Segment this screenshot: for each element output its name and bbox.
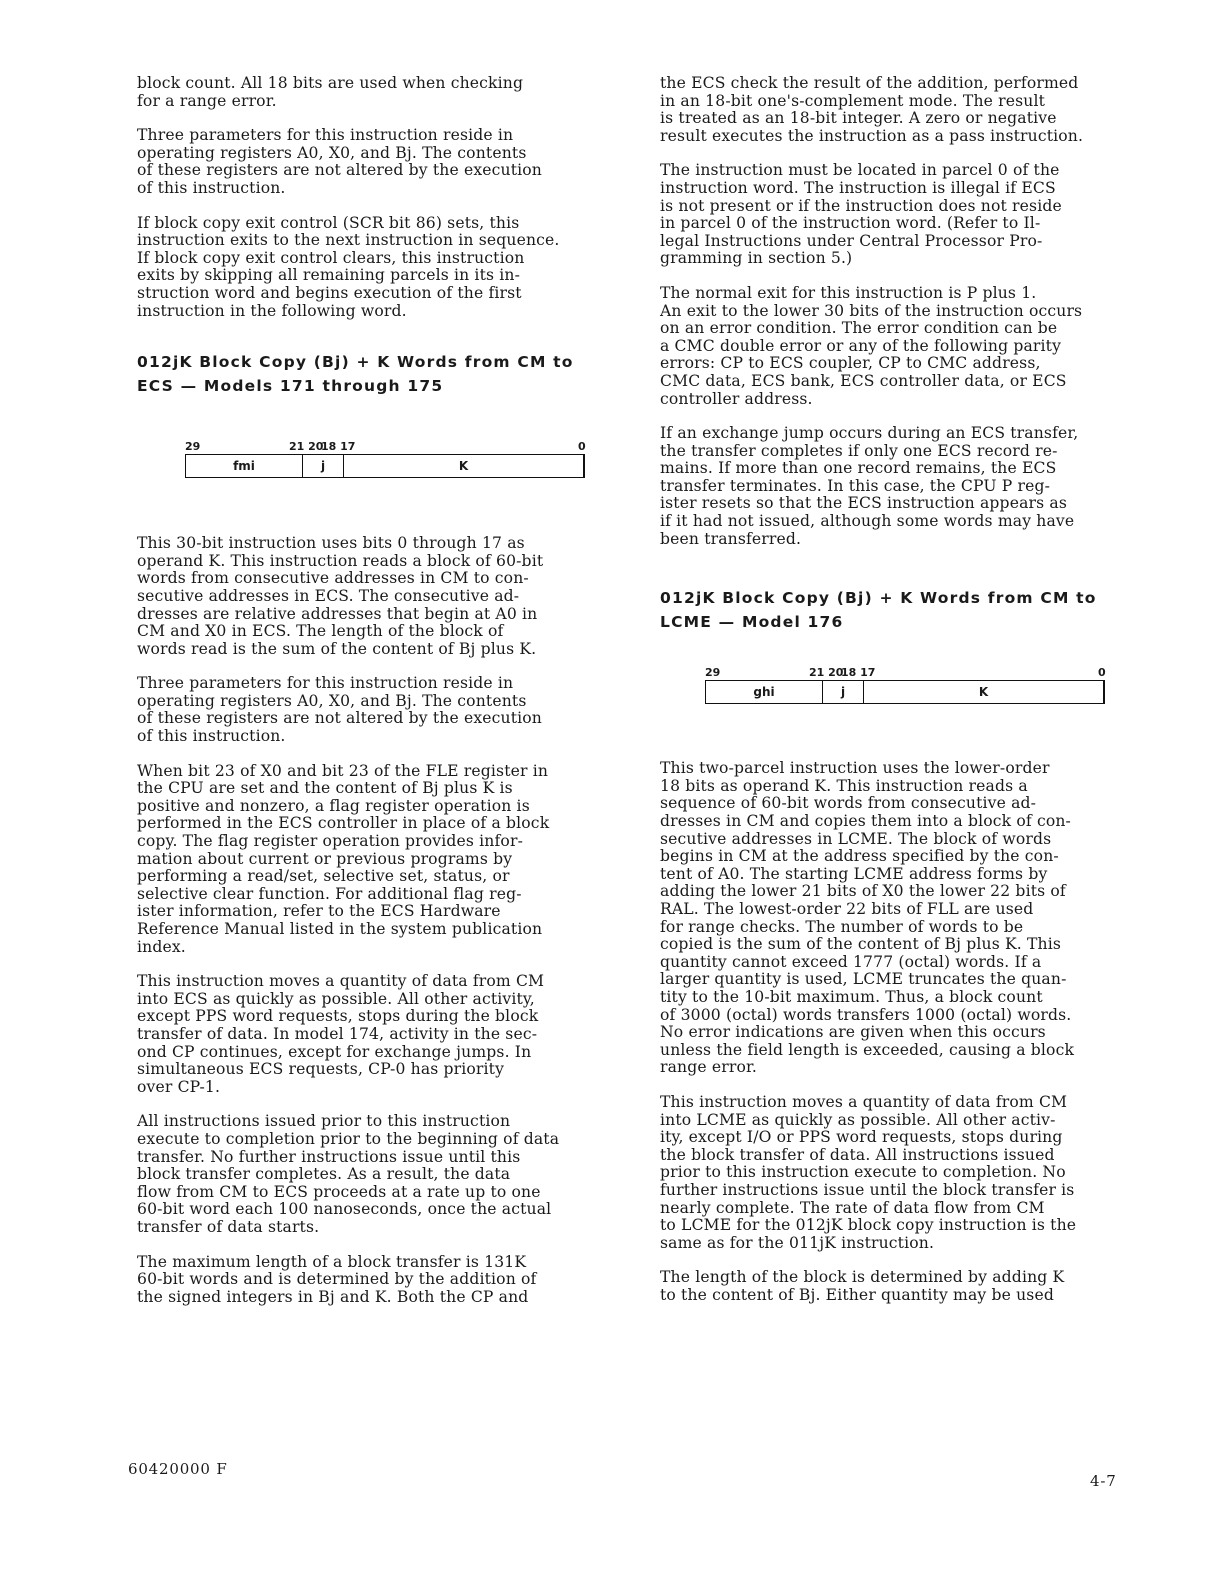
paragraph: All instructions issued prior to this instruction execute to completion prior to the beginning of data transfer. No further instructions issue until this block transfer completes. As a result, the data flow from CM to ECS proceeds at a rate up to one 60-bit word each 100 nanoseconds, once the actual transfer of data starts. [137,1112,560,1236]
paragraph: This two-parcel instruction uses the lower-order 18 bits as operand K. This instruction reads a sequence of 60-bit words from consecutive ad- dresses in CM and copies them into a block of con- secutive addresses in LCME. The block of words begins in CM at the address specified by the con- tent of A0. The starting LCME address forms by adding the lower 21 bits of X0 the lower 22 bits of RAL. The lowest-order 22 bits of FLL are used for range checks. The number of words to be copied is the sum of the content of Bj plus K. This quantity cannot exceed 1777 (octal) words. If a larger quantity is used, LCME truncates the quan- tity to the 10-bit maximum. Thus, a block count of 3000 (octal) words transfers 1000 (octal) words. No error indications are given when this occurs unless the field length is exceeded, causing a block range error. [660,759,1075,1077]
bit-labels [705,666,1105,680]
section-heading-lcme: 012jK Block Copy (Bj) + K Words from CM to LCME — Model 176 [660,589,1097,632]
bit-label: 0 [578,440,586,454]
paragraph: This instruction moves a quantity of data from CM into ECS as quickly as possible. All other activity, except PPS word requests, stops during the block transfer of data. In model 174, activity in the sec- ond CP continues, except for exchange jumps. In simultaneous ECS requests, CP-0 has priority over CP-1. [137,972,545,1096]
right-column [660,75,1138,1321]
paragraph: block count. All 18 bits are used when checking for a range error. [137,74,524,110]
bit-label: 29 [185,440,201,454]
paragraph: the ECS check the result of the addition, performed in an 18-bit one's-complement mode. The result is treated as an 18-bit integer. A zero or negative result executes the instruction as a pass instruction. [660,74,1084,145]
instruction-format-diagram [705,666,1105,728]
paragraph: This instruction moves a quantity of data from CM into LCME as quickly as possible. All other activ- ity, except I/O or PPS word requests, stops during the block transfer of data. All instructions issued prior to this instruction execute to completion. No further instructions issue until the block transfer is nearly complete. The rate of data flow from CM to LCME for the 012jK block copy instruction is the same as for the 011jK instruction. [660,1092,1077,1252]
format-box [705,680,1105,704]
paragraph: When bit 23 of X0 and bit 23 of the FLE register in the CPU are set and the content of Bj plus K is positive and nonzero, a flag register operation is performed in the ECS controller in place of a block copy. The flag register operation provides infor- mation about current or previous programs by performing a read/set, selective set, status, or selective clear function. For additional flag reg- ister information, refer to the ECS Hardware Reference Manual listed in the system publication index. [137,761,550,956]
paragraph: The normal exit for this instruction is P plus 1. An exit to the lower 30 bits of the instruction occurs on an error condition. The error condition can be a CMC double error or any of the following parity errors: CP to ECS coupler, CP to CMC address, CMC data, ECS bank, ECS controller data, or ECS controller address. [660,283,1083,408]
format-box [185,454,585,478]
paragraph: The length of the block is determined by adding K to the content of Bj. Either quantity may be used [660,1268,1065,1304]
field-opcode: ghi [753,685,775,700]
paragraph: Three parameters for this instruction reside in operating registers A0, X0, and Bj. The contents of these registers are not altered by the execution of this instruction. [137,674,543,746]
paragraph: The maximum length of a block transfer is 131K 60-bit words and is determined by the addition of the signed integers in Bj and K. Both the CP and [137,1252,537,1306]
paragraph: This 30-bit instruction uses bits 0 through 17 as operand K. This instruction reads a block of 60-bit words from consecutive addresses in CM to con- secutive addresses in ECS. The consecutive ad- dresses are relative addresses that begin at A0 in CM and X0 in ECS. The length of the block of words read is the sum of the content of Bj plus K. [137,534,544,658]
field-j: j [302,455,344,477]
bit-label: 21 20 [289,440,324,454]
field-opcode: fmi [233,459,255,474]
left-column [137,75,612,1323]
section-heading-ecs: 012jK Block Copy (Bj) + K Words from CM to ECS — Models 171 through 175 [137,353,574,396]
instruction-format-diagram [185,440,585,502]
paragraph: If block copy exit control (SCR bit 86) sets, this instruction exits to the next instruction in sequence. If block copy exit control clears, this instruction exits by skipping all remaining parcels in its in- struction word and begins execution of the first instruction in the following word. [137,213,560,320]
bit-label: 18 17 [841,666,876,680]
bit-label: 21 20 [809,666,844,680]
document-number: 60420000 F [128,1460,228,1478]
bit-label: 29 [705,666,721,680]
paragraph: Three parameters for this instruction reside in operating registers A0, X0, and Bj. The contents of these registers are not altered by the execution of this instruction. [137,126,543,197]
field-k: K [458,459,469,474]
page-number: 4-7 [1090,1472,1117,1490]
paragraph: The instruction must be located in parcel 0 of the instruction word. The instruction is illegal if ECS is not present or if the instruction does not reside in parcel 0 of the instruction word. (Refer to Il- legal Instructions under Central Processor Pro- gramming in section 5.) [660,161,1062,268]
field-j: j [822,681,864,703]
paragraph: If an exchange jump occurs during an ECS transfer, the transfer completes if only one ECS record re- mains. If more than one record remains, the ECS transfer terminates. In this case, the CPU P reg- ister resets so that the ECS instruction appears as if it had not issued, although some words may have been transferred. [660,424,1079,548]
bit-labels [185,440,585,454]
bit-label: 0 [1098,666,1106,680]
field-k: K [978,685,989,700]
bit-label: 18 17 [321,440,356,454]
